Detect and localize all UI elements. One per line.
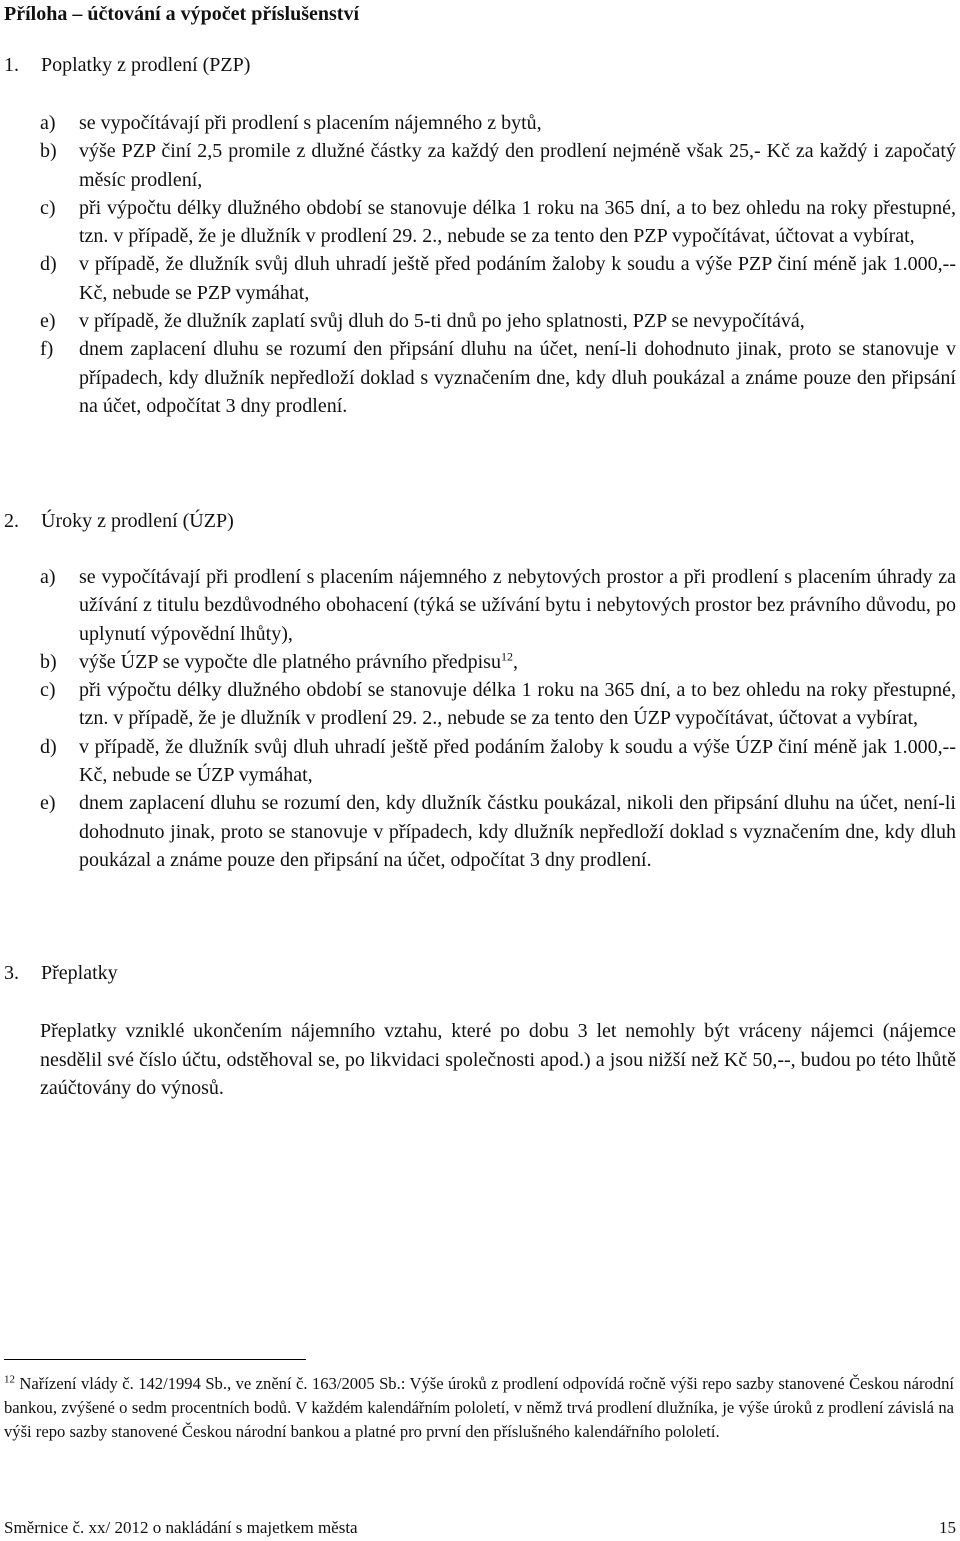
section-title: Přeplatky xyxy=(41,962,118,984)
list-item xyxy=(40,733,956,790)
list-item xyxy=(40,137,956,194)
footnote-number: 12 xyxy=(4,1373,15,1386)
section-heading-3 xyxy=(4,960,118,986)
item-text: se vypočítávají při prodlení s placením nájemného z bytů, xyxy=(79,112,542,134)
footer-document-name: Směrnice č. xx/ 2012 o nakládání s majetkem města xyxy=(4,1518,358,1537)
item-text: výše PZP činí 2,5 promile z dlužné částky za každý den prodlení nejméně však 25,- Kč za každý i započatý měsíc prodlení, xyxy=(79,140,956,191)
footnote-text: Nařízení vlády č. 142/1994 Sb., ve znění č. 163/2005 Sb.: Výše úroků z prodlení odpovídá ročně výši repo sazby stanovené Českou národní bankou, zvýšené o sedm procentních bodů. V každém kalendářním pololetí, v němž trvá prodlení dlužníka, je výše úroků z prodlení závislá na výši repo sazby stanovené Českou národní bankou a platné pro první den příslušného kalendářního pololetí. xyxy=(4,1374,954,1441)
item-text-tail: , xyxy=(512,650,518,673)
section-2-list xyxy=(40,563,956,874)
section-3-paragraph: Přeplatky vzniklé ukončením nájemního vztahu, které po dobu 3 let nemohly být vráceny nájemci (nájemce nesdělil své číslo účtu, odstěhoval se, po likvidaci společnosti apod.) a jsou nižší než Kč 50,--, budou po této lhůtě zaúčtovány do výnosů. xyxy=(40,1020,956,1099)
list-item xyxy=(40,789,956,874)
item-text: při výpočtu délky dlužného období se stanovuje délka 1 roku na 365 dní, a to bez ohledu na roky přestupné, tzn. v případě, že je dlužník v prodlení 29. 2., nebude se za tento den ÚZP vypočítávat, účtovat a vybírat, xyxy=(79,679,956,730)
item-marker: e) xyxy=(40,792,56,815)
footnote-separator xyxy=(4,1359,306,1360)
item-text: výše ÚZP se vypočte dle platného právního předpisu xyxy=(79,650,501,673)
item-marker: a) xyxy=(40,566,56,588)
section-number: 1. xyxy=(4,54,19,76)
item-marker: c) xyxy=(40,196,56,219)
list-item xyxy=(40,109,956,137)
section-1-list xyxy=(40,109,956,420)
item-marker: f) xyxy=(40,338,54,361)
item-text: dnem zaplacení dluhu se rozumí den, kdy dlužník částku poukázal, nikoli den připsání dluhu na účet, není-li dohodnuto jinak, proto se stanovuje v případech, kdy dlužník nepředloží doklad s vyznačením dne, kdy dluh poukázal a známe pouze den připsání na účet, odpočítat 3 dny prodlení. xyxy=(79,792,956,871)
list-item xyxy=(40,335,956,420)
list-item xyxy=(40,676,956,733)
item-marker: b) xyxy=(40,650,57,673)
item-marker: c) xyxy=(40,679,56,702)
item-text: v případě, že dlužník svůj dluh uhradí ještě před podáním žaloby k soudu a výše ÚZP činí méně jak 1.000,-- Kč, nebude se ÚZP vymáhat, xyxy=(79,735,956,787)
list-item xyxy=(40,563,956,648)
item-text: se vypočítávají při prodlení s placením nájemného z nebytových prostor a při prodlení s placením úhrady za užívání z titulu bezdůvodného obohacení (týká se užívání bytu i nebytových prostor bez právního důvodu, po uplynutí výpovědní lhůty), xyxy=(79,566,956,645)
item-text: v případě, že dlužník zaplatí svůj dluh do 5-ti dnů po jeho splatnosti, PZP se nevypočítává, xyxy=(79,310,805,333)
list-item xyxy=(40,250,956,307)
item-marker: d) xyxy=(40,253,57,276)
footnote-reference[interactable]: 12 xyxy=(500,649,513,664)
list-item xyxy=(40,648,956,676)
item-text: dnem zaplacení dluhu se rozumí den připsání dluhu na účet, není-li dohodnuto jinak, proto se stanovuje v případech, kdy dlužník nepředloží doklad s vyznačením dne, kdy dluh poukázal a známe pouze den připsání na účet, odpočítat 3 dny prodlení. xyxy=(79,338,956,417)
section-heading-2 xyxy=(4,508,234,534)
item-marker: a) xyxy=(40,112,56,134)
section-title: Poplatky z prodlení (PZP) xyxy=(41,54,251,76)
item-text: v případě, že dlužník svůj dluh uhradí ještě před podáním žaloby k soudu a výše PZP činí méně jak 1.000,-- Kč, nebude se PZP vymáhat, xyxy=(79,253,956,304)
page-title: Příloha – účtování a výpočet příslušenství xyxy=(4,3,360,25)
list-item xyxy=(40,307,956,335)
item-marker: e) xyxy=(40,310,56,333)
page-footer xyxy=(4,1517,956,1539)
section-heading-1 xyxy=(4,52,250,78)
item-marker: d) xyxy=(40,735,57,758)
page-number: 15 xyxy=(939,1518,956,1537)
section-title: Úroky z prodlení (ÚZP) xyxy=(41,510,234,532)
list-item xyxy=(40,194,956,251)
section-number: 3. xyxy=(4,962,19,984)
item-marker: b) xyxy=(40,140,57,163)
section-number: 2. xyxy=(4,510,19,532)
footnote xyxy=(4,1372,954,1444)
item-text: při výpočtu délky dlužného období se stanovuje délka 1 roku na 365 dní, a to bez ohledu na roky přestupné, tzn. v případě, že je dlužník v prodlení 29. 2., nebude se za tento den PZP vypočítávat, účtovat a vybírat, xyxy=(79,196,956,248)
